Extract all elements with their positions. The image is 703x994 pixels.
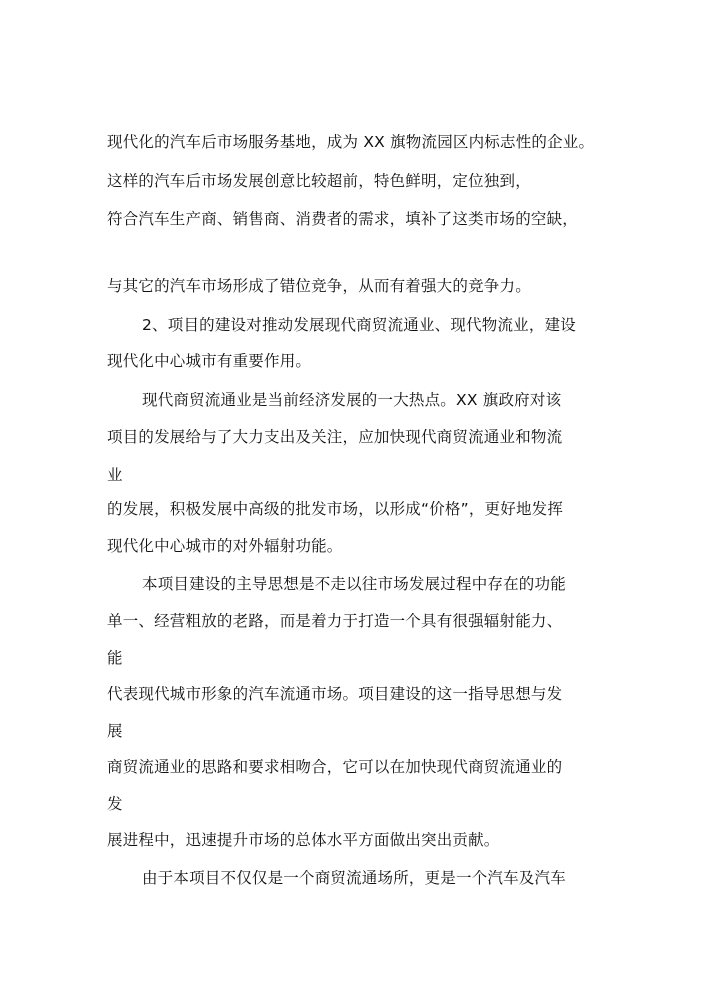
text-line: 展进程中，迅速提升市场的总体水平方面做出突出贡献。 — [107, 831, 500, 849]
text-line: 的发展，积极发展中高级的批发市场，以形成“价格”，更好地发挥 — [107, 500, 564, 518]
text-line: 代表现代城市形象的汽车流通市场。项目建设的这一指导思想与发 — [107, 685, 563, 703]
text-line: 业 — [107, 466, 123, 484]
text-line: 现代化中心城市有重要作用。 — [107, 352, 312, 370]
text-line: 现代化的汽车后市场服务基地，成为 XX 旗物流园区内标志性的企业。 — [107, 133, 595, 151]
text-line: 能 — [107, 649, 123, 667]
text-line: 由于本项目不仅仅是一个商贸流通场所，更是一个汽车及汽车 — [142, 869, 566, 887]
text-line: 项目的发展给与了大力支出及关注，应加快现代商贸流通业和物流 — [107, 428, 563, 446]
text-line: 与其它的汽车市场形成了错位竞争，从而有着强大的竞争力。 — [107, 277, 531, 295]
text-line: 单一、经营粗放的老路，而是着力于打造一个具有很强辐射能力、 — [107, 612, 563, 630]
text-line: 符合汽车生产商、销售商、消费者的需求，填补了这类市场的空缺， — [107, 210, 579, 228]
text-line: 本项目建设的主导思想是不走以往市场发展过程中存在的功能 — [142, 575, 566, 593]
text-line: 这样的汽车后市场发展创意比较超前，特色鲜明，定位独到， — [107, 172, 531, 190]
text-line: 2、项目的建设对推动发展现代商贸流通业、现代物流业，建设 — [142, 316, 576, 334]
text-line: 现代化中心城市的对外辐射功能。 — [107, 537, 343, 555]
text-line: 商贸流通业的思路和要求相吻合，它可以在加快现代商贸流通业的 — [107, 758, 563, 776]
text-line: 展 — [107, 722, 123, 740]
text-line: 发 — [107, 795, 123, 813]
text-line: 现代商贸流通业是当前经济发展的一大热点。XX 旗政府对该 — [142, 391, 562, 409]
